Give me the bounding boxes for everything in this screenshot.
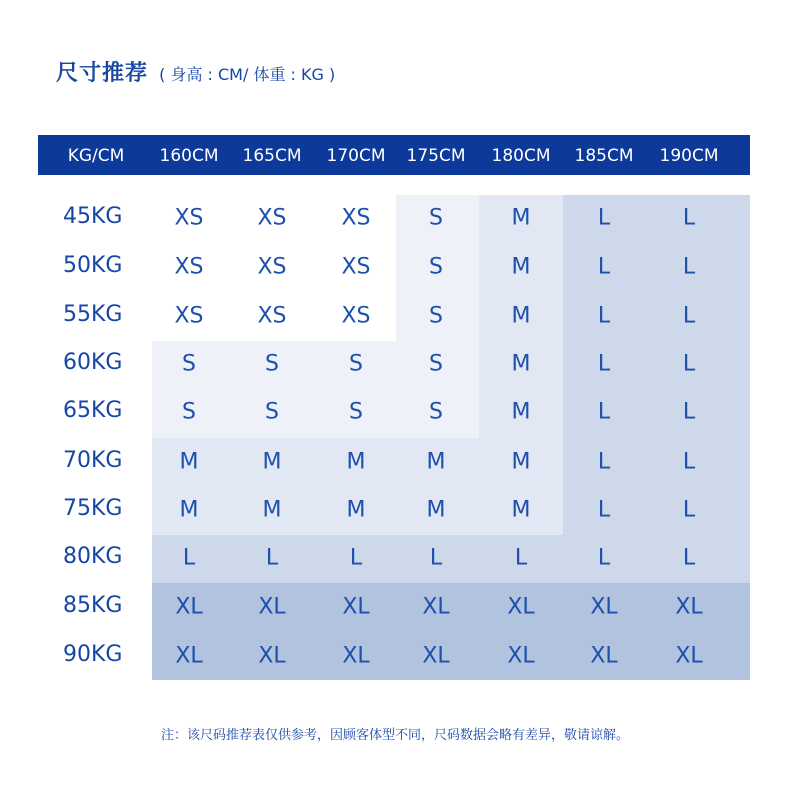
header-column-label: 180CM — [491, 146, 551, 166]
row-label: 85KG — [63, 593, 123, 618]
size-cell: M — [426, 497, 446, 523]
size-cell: XL — [590, 643, 618, 669]
size-cell: S — [429, 303, 443, 329]
cell-background — [647, 486, 750, 535]
size-cell: S — [429, 351, 443, 377]
row-label: 80KG — [63, 544, 123, 569]
size-cell: L — [265, 545, 279, 571]
size-cell: XS — [174, 205, 204, 231]
header-column-label: 170CM — [326, 146, 386, 166]
size-cell: XS — [257, 254, 287, 280]
size-cell: XL — [675, 594, 703, 620]
size-cell: L — [682, 497, 696, 523]
size-cell: M — [426, 449, 446, 475]
size-cell: M — [511, 303, 531, 329]
size-cell: L — [682, 399, 696, 425]
size-cell: XL — [175, 643, 203, 669]
size-cell: XL — [590, 594, 618, 620]
size-cell: S — [429, 254, 443, 280]
size-cell: M — [179, 449, 199, 475]
size-cell: XL — [258, 643, 286, 669]
size-cell: M — [511, 205, 531, 231]
size-cell: S — [349, 399, 363, 425]
size-cell: XL — [342, 594, 370, 620]
header-corner-label: KG/CM — [67, 146, 125, 166]
row-label: 60KG — [63, 350, 123, 375]
size-cell: S — [182, 399, 196, 425]
size-cell: M — [511, 351, 531, 377]
size-cell: L — [597, 545, 611, 571]
size-cell: L — [597, 351, 611, 377]
size-cell: S — [349, 351, 363, 377]
size-cell: L — [597, 399, 611, 425]
cell-background — [647, 292, 750, 341]
size-cell: L — [682, 254, 696, 280]
cell-background — [647, 244, 750, 293]
size-cell: L — [597, 254, 611, 280]
header-column-label: 160CM — [159, 146, 219, 166]
size-cell: XL — [507, 643, 535, 669]
size-cell: L — [514, 545, 528, 571]
size-cell: L — [597, 303, 611, 329]
size-cell: M — [511, 449, 531, 475]
size-cell: M — [262, 497, 282, 523]
size-cell: XL — [342, 643, 370, 669]
size-cell: L — [597, 449, 611, 475]
page-title — [56, 56, 335, 87]
disclaimer-note: 注：该尺码推荐表仅供参考，因顾客体型不同，尺码数据会略有差异，敬请谅解。 — [160, 728, 629, 743]
size-cell: XL — [422, 594, 450, 620]
size-cell: S — [265, 399, 279, 425]
size-cell: XS — [257, 205, 287, 231]
row-label: 50KG — [63, 253, 123, 278]
size-cell: XS — [174, 254, 204, 280]
cell-background — [647, 535, 750, 584]
size-cell: XS — [341, 303, 371, 329]
size-cell: S — [265, 351, 279, 377]
header-column-label: 190CM — [659, 146, 719, 166]
size-cell: XS — [341, 254, 371, 280]
size-cell: S — [429, 205, 443, 231]
size-cell: XL — [422, 643, 450, 669]
cell-background — [647, 438, 750, 487]
size-cell: M — [511, 399, 531, 425]
row-label: 55KG — [63, 302, 123, 327]
row-label: 75KG — [63, 496, 123, 521]
cell-background — [647, 195, 750, 244]
header-column-label: 165CM — [242, 146, 302, 166]
size-cell: S — [429, 399, 443, 425]
size-cell: L — [682, 545, 696, 571]
title-main: 尺寸推荐 — [56, 61, 149, 86]
header-column-label: 175CM — [406, 146, 466, 166]
size-cell: XL — [675, 643, 703, 669]
title-units: ( 身高 : CM/ 体重 : KG ) — [159, 65, 336, 84]
size-cell: XL — [175, 594, 203, 620]
size-cell: XL — [507, 594, 535, 620]
size-cell: L — [682, 205, 696, 231]
size-cell: L — [182, 545, 196, 571]
row-label: 45KG — [63, 204, 123, 229]
size-cell: L — [682, 351, 696, 377]
size-cell: L — [349, 545, 363, 571]
cell-background — [647, 389, 750, 438]
size-cell: M — [262, 449, 282, 475]
size-cell: M — [346, 449, 366, 475]
size-cell: XL — [258, 594, 286, 620]
size-cell: XS — [341, 205, 371, 231]
cell-background — [647, 341, 750, 390]
table-header — [38, 135, 750, 175]
size-cell: S — [182, 351, 196, 377]
size-cell: M — [179, 497, 199, 523]
size-cell: L — [597, 205, 611, 231]
row-label: 65KG — [63, 398, 123, 423]
size-cell: XS — [257, 303, 287, 329]
row-label: 70KG — [63, 448, 123, 473]
size-cell: L — [429, 545, 443, 571]
header-column-label: 185CM — [574, 146, 634, 166]
size-cell: M — [346, 497, 366, 523]
size-cell: M — [511, 254, 531, 280]
size-cell: XS — [174, 303, 204, 329]
size-cell: M — [511, 497, 531, 523]
row-label: 90KG — [63, 642, 123, 667]
size-cell: L — [682, 303, 696, 329]
size-cell: L — [682, 449, 696, 475]
size-cell: L — [597, 497, 611, 523]
